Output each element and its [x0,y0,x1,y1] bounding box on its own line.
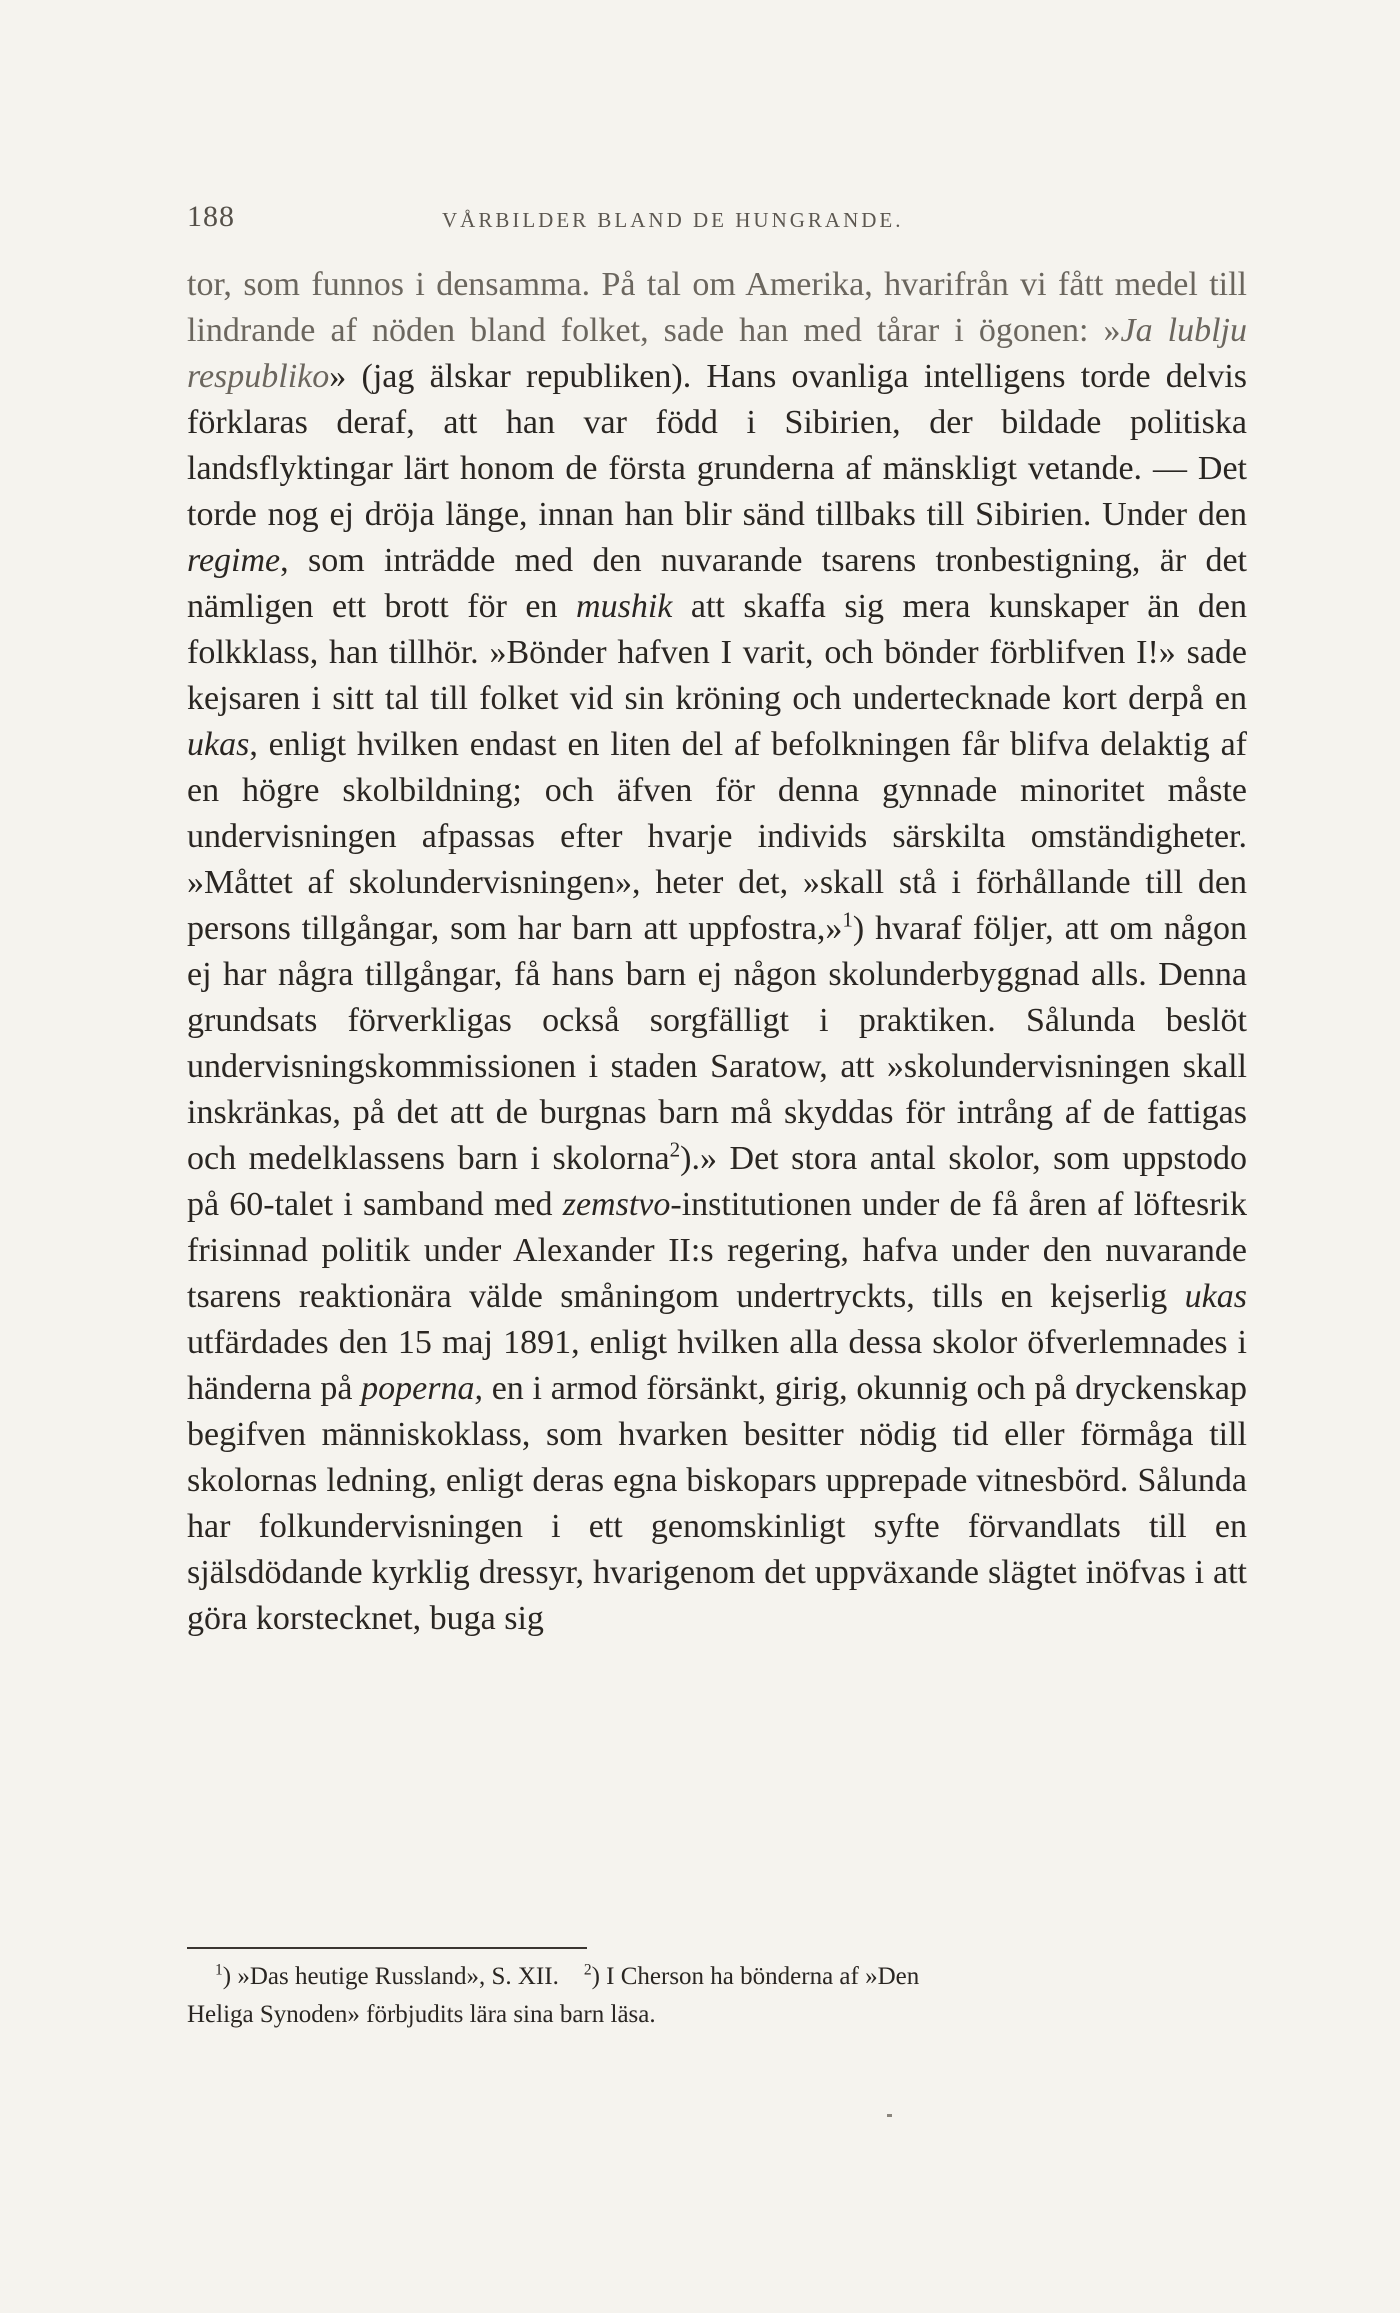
footnote-ref-2: 2 [669,1137,681,1162]
italic-word: ukas [187,726,250,763]
footnote-line-1 [187,1958,1247,1996]
footnote-rule [187,1947,587,1949]
body-text-segment: en i armod försänkt, girig, okunnig och på dryckenskap begifven människoklass, som hvarken besitter nödig tid eller förmåga till skolornas ledning, enligt deras egna biskopars upprepade vitnesbörd. Sålunda har folkundervisningen i ett genomskinligt syfte förvandlats till en själsdödande kyrklig dressyr, hvarigenom det uppväxande slägtet inöfvas i att göra korstecknet, buga sig [187,1370,1247,1637]
body-text-segment: , enligt hvilken endast en liten del af befolkningen får blifva delaktig af en högre skolbildning; och äfven för denna gynnade minoritet måste undervisningen afpassas efter hvarje individs särskilta omständigheter. »Måttet af skolundervisningen», heter det, »skall stå i förhållande till den persons tillgångar, som har barn att uppfostra,» [187,726,1247,947]
footnote-2-text: ) I Cherson ha bönderna af »Den [591,1963,920,1990]
footnote-mark-2: 2 [583,1961,592,1979]
italic-phrase: Ja lublju respubliko [187,312,1247,395]
italic-word: ukas [1184,1278,1247,1315]
body-text-segment: » (jag älskar republiken). Hans ovanliga intelligens torde delvis förklaras deraf, att han var född i Sibirien, der bildade politiska landsflyktingar lärt honom de första grunderna af mänskligt vetande. — Det torde nog ej dröja länge, innan han blir sänd tillbaks till Sibirien. Under den [187,358,1247,533]
footnote-1-text: ) »Das heutige Russland», S. XII. [222,1963,559,1990]
italic-word: regime [187,542,281,579]
print-speck [887,2114,892,2117]
footnote-line-2: Heliga Synoden» förbjudits lära sina barn läsa. [187,2001,656,2028]
footnote-ref-1: 1 [842,907,853,932]
footnotes [187,1958,1247,2034]
italic-word: mushik [576,588,673,625]
body-text-segment: -institutionen under de få åren af löftesrik frisinnad politik under Alexander II:s regering, hafva under den nuvarande tsarens reaktionära välde småningom undertryckts, tills en kejserlig [187,1186,1247,1315]
page-number: 188 [187,200,235,233]
body-paragraph [187,262,1247,1642]
footnote-mark-1: 1 [215,1961,223,1979]
body-text-segment: att skaffa sig mera kunskaper än den folkklass, han tillhör. »Bönder hafven I varit, och bönder förblifven I!» sade kejsaren i sitt tal till folket vid sin kröning och undertecknade kort derpå en [187,588,1247,717]
body-text-segment: , som inträdde med den nuvarande tsarens tronbestigning, är det nämligen ett brott för en [187,542,1247,625]
body-text-segment: ).» Det stora antal skolor, som uppstodo på 60-talet i samband med [187,1140,1248,1223]
italic-word: zemstvo [562,1186,671,1223]
body-text-segment: tor, som funnos i densamma. På tal om Amerika, hvarifrån vi fått medel till lindrande af nöden bland folket, sade han med tårar i ögonen: » [187,266,1247,349]
italic-word: poperna, [361,1370,483,1407]
page-header [187,200,1247,240]
running-head: VÅRBILDER BLAND DE HUNGRANDE. [442,208,904,232]
body-text-segment: ) hvaraf följer, att om någon ej har några tillgångar, få hans barn ej någon skolunderbyggnad alls. Denna grundsats förverkligas också sorgfälligt i praktiken. Sålunda beslöt undervisningskommissionen i staden Saratow, att »skolundervisningen skall inskränkas, på det att de burgnas barn må skyddas för intrång af de fattigas och medelklassens barn i skolorna [187,910,1247,1177]
body-text-segment: utfärdades den 15 maj 1891, enligt hvilken alla dessa skolor öfverlemnades i händerna på [187,1324,1247,1407]
